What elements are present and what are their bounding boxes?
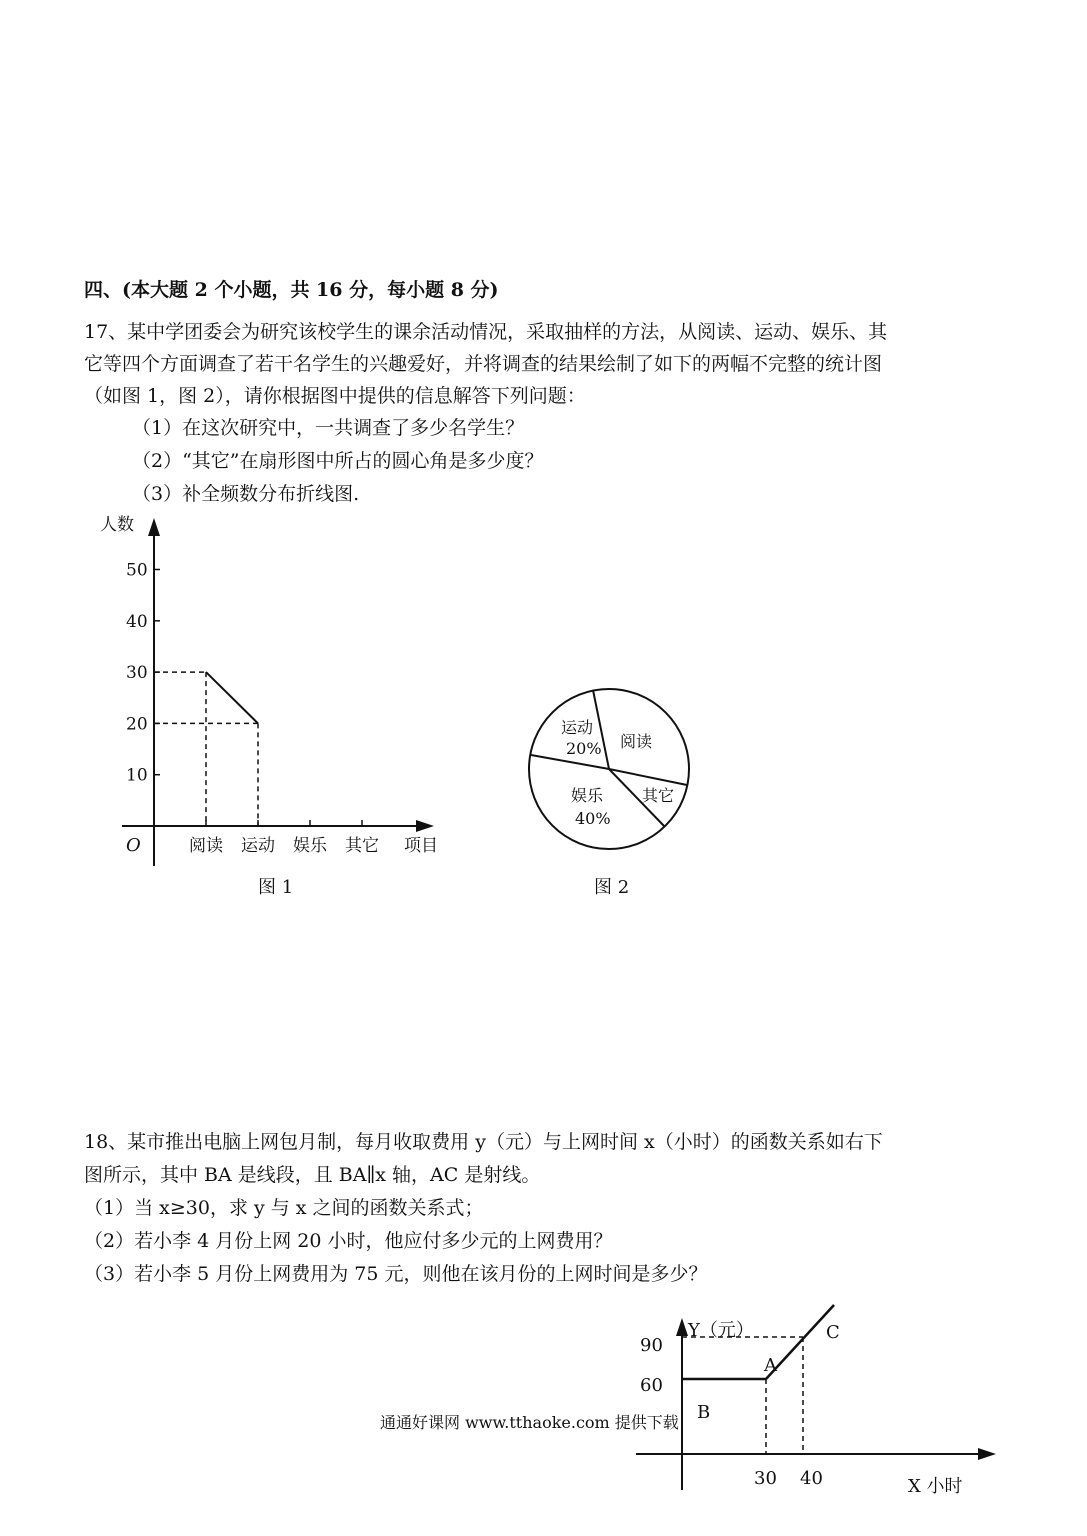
pie-label-reading: 阅读 [620,732,653,751]
q18-y-axis-arrow-icon [676,1318,688,1336]
figure-1-caption: 图 1 [258,877,294,898]
section-heading: 四、(本大题 2 个小题，共 16 分，每小题 8 分) [84,279,499,301]
y-tick-label: 10 [126,765,148,786]
y-tick-label: 50 [126,560,148,581]
q17-sub-2: （2）“其它”在扇形图中所占的圆心角是多少度？ [132,450,544,472]
y-tick-label: 20 [126,714,148,735]
y-tick-label: 40 [126,611,148,632]
q18-sub-3: （3）若小李 5 月份上网费用为 75 元，则他在该月份的上网时间是多少？ [84,1263,708,1285]
y-axis-label: 人数 [100,515,134,535]
q18-x-tick-40: 40 [800,1468,823,1489]
q17-line-3: （如图 1，图 2），请你根据图中提供的信息解答下列问题： [84,385,586,407]
x-tick-label: 阅读 [189,836,223,856]
q18-y-label: Y（元） [688,1320,754,1341]
q18-line-1: 18、某市推出电脑上网包月制，每月收取费用 y（元）与上网时间 x（小时）的函数关系如右下 [84,1131,883,1153]
origin-label: O [126,835,141,856]
y-tick-label: 30 [126,663,148,684]
q18-line-2: 图所示，其中 BA 是线段，且 BA∥x 轴，AC 是射线。 [84,1164,541,1186]
pie-label-sports: 运动 [561,718,594,737]
x-tick-label: 其它 [345,836,379,856]
pie-label-entertainment: 娱乐 [571,786,604,805]
pie-label-other: 其它 [642,786,675,805]
x-tick-label: 运动 [241,836,275,856]
q17-sub-1: （1）在这次研究中，一共调查了多少名学生？ [132,417,525,439]
figure-2-caption: 图 2 [594,877,630,898]
point-b-label: B [697,1402,711,1423]
q18-y-tick-90: 90 [640,1335,663,1356]
q18-x-tick-30: 30 [754,1468,777,1489]
q18-x-axis-arrow-icon [978,1448,996,1460]
point-a-label: A [764,1355,777,1376]
q18-x-label: X 小时 [908,1476,963,1497]
q17-sub-3: （3）补全频数分布折线图. [132,483,360,505]
point-c-label: C [826,1322,840,1343]
x-axis-label: 项目 [404,836,438,856]
q17-line-1: 17、某中学团委会为研究该校学生的课余活动情况，采取抽样的方法，从阅读、运动、娱乐、其 [84,321,888,343]
footer-watermark: 通通好课网 www.tthaoke.com 提供下载 [380,1413,679,1432]
q18-sub-1: （1）当 x≥30，求 y 与 x 之间的函数关系式； [84,1197,484,1219]
pie-percent-sports: 20% [566,739,602,758]
x-tick-label: 娱乐 [293,836,327,856]
pie-percent-entertainment: 40% [575,809,611,828]
q18-sub-2: （2）若小李 4 月份上网 20 小时，他应付多少元的上网费用？ [84,1230,613,1252]
q17-line-2: 它等四个方面调查了若干名学生的兴趣爱好，并将调查的结果绘制了如下的两幅不完整的统计图 [84,353,883,375]
q18-y-tick-60: 60 [640,1375,663,1396]
